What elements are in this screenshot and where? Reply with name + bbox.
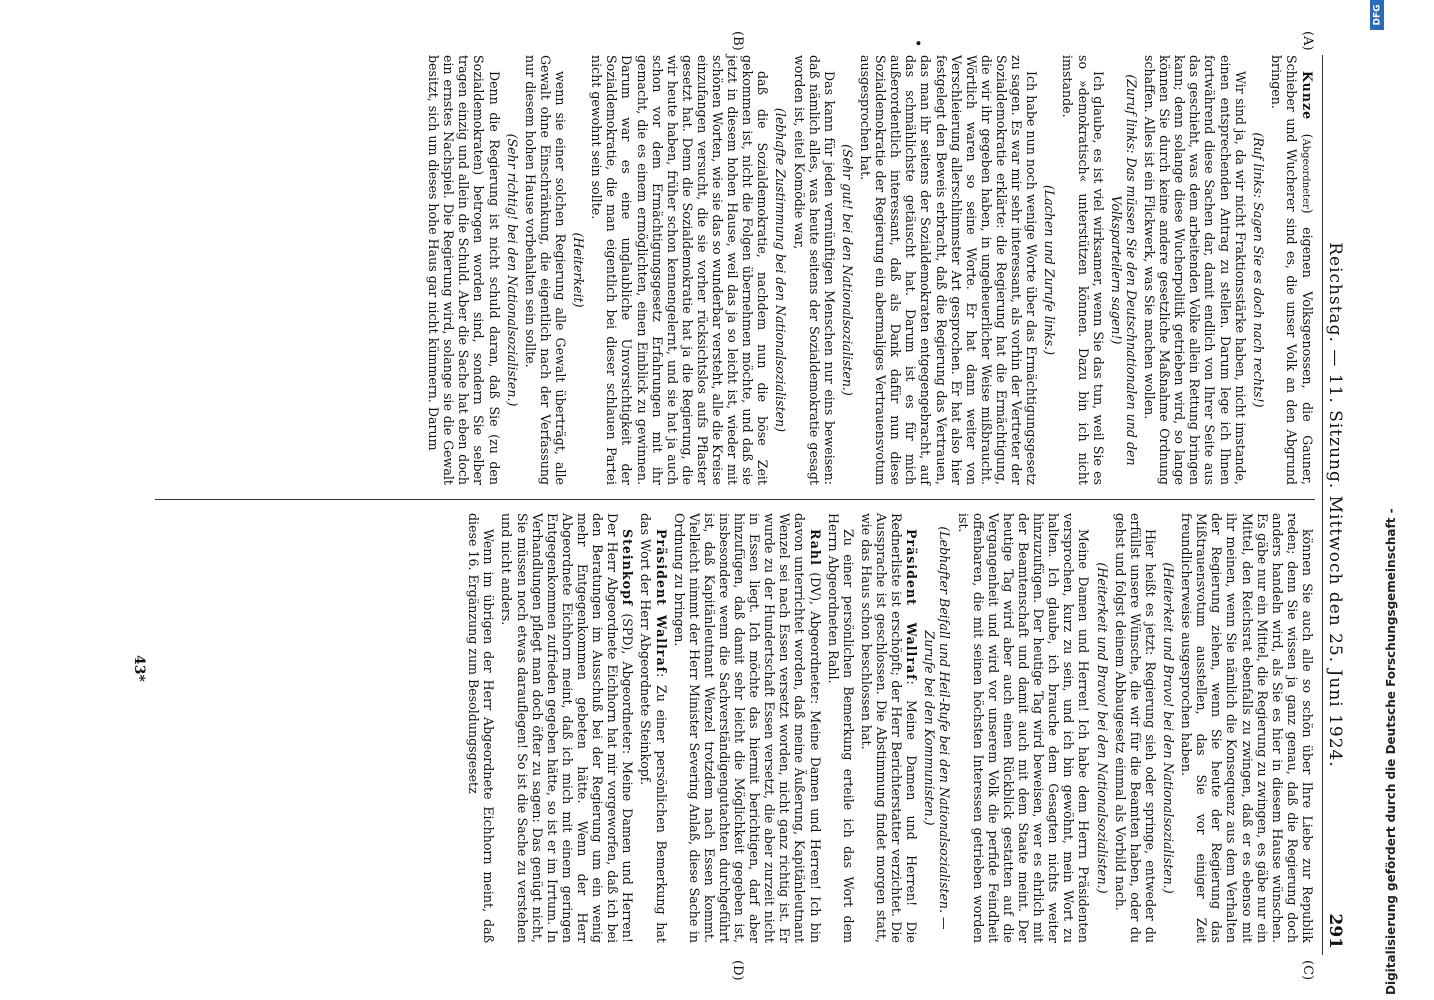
paragraph — [1251, 55, 1266, 485]
paragraph — [1042, 55, 1057, 485]
paragraph-text: ) eigenen Volksgenossen, die Gauner, Schieber und Wucherer sind es, die unser Volk an den Abgrund bringen. — [1268, 55, 1315, 485]
paragraph — [1109, 55, 1139, 485]
paragraph-text: (Heiterkeit) — [571, 232, 587, 308]
paragraph — [826, 513, 856, 943]
paragraph — [858, 55, 1039, 485]
paragraph — [571, 55, 586, 485]
paragraph-text: Meine Damen und Herren! Ich habe dem Herrn Präsidenten versprochen, kurz zu sein, und ich bin gewöhnt, mein Wort zu halten. Ich glaube, ich brauche dem Gesagten nichts weiter hinzuzufügen. Der heutige Tag wird beweisen, wer es ehrlich mit der Beamtenschaft und damit auch mit dem Staate meint. Der heutige Tag wird aber auch einen Rückblick gestatten auf die Vergangenheit und wird vor unserem Volk die perfide Feindheit offenbaren, die mit seinen höchsten Interessen getrieben worden ist. — [955, 513, 1092, 943]
paragraph-text: (Zuruf links: Das müssen Sie den Deutschnationalen und den Volksparteilern sagen!) — [1108, 74, 1139, 466]
margin-mark-d: (D) — [730, 960, 745, 981]
logo-text: DFG — [1372, 4, 1383, 26]
speaker-name: Kunze — [1300, 71, 1315, 121]
speaker-name: Rahl — [807, 529, 823, 566]
paragraph — [499, 513, 635, 943]
paragraph — [426, 55, 502, 485]
paragraph-text: Denn die Regierung ist nicht schuld daran, daß Sie (zu den Sozialdemokraten) betrogen worden sind, sondern Sie selber tragen einzig und allein die Schuld. Aber die Sache hat eben doch ein ernstes Nachspiel. Die Regierung wird, solange sie die Gewalt besitzt, sich um dieses hohe Haus gar nicht kümmern. Darum — [426, 55, 502, 485]
paragraph — [672, 513, 823, 943]
paragraph — [922, 513, 952, 943]
paragraph-text: (Heiterkeit und Bravo! bei den Nationalsozialisten.) — [1161, 562, 1177, 894]
paragraph-text: (Sehr richtig! bei den Nationalsozialisten.) — [504, 133, 520, 407]
paragraph — [1094, 513, 1109, 943]
paragraph-text: Ich habe nun noch wenige Worte über das Ermächtigungsgesetz zu sagen. Es war mir sehr interessant, als vorhin der Vertreter der Sozialdemokratie erklärte: die Regierung hat die Ermächtigung, die wir ihr gegeben haben, in ungeheuerlicher Weise mißbraucht. Wörtlich waren so seine Worte. Er hat dann weiter von Verschleierung allerschlimmster Art gesprochen. Er hat also hier festgelegt den Beweis erbracht, daß die Regierung das Vertrauen, das man ihr seitens der Sozialdemokraten entgegengebracht, auf das schmählichste getäuscht hat. Darum ist es für mich außerordentlich interessant, daß als Dank dafür nun diese Sozialdemokratie der Regierung ein abermaliges Vertrauensvotum ausgesprochen hat. — [858, 55, 1040, 485]
paragraph-text: (SPD), Abgeordneter: Meine Damen und Herren! Der Herr Abgeordnete Eichhorn hat mir vorgeworfen, daß ich bei den Beratungen im Ausschuß bei der Regierung um ein wenig mehr Entgegenkommen gebeten hätte. Wenn der Herr Abgeordnete Eichhorn meint, daß ich mich mit einem geringen Entgegenkommen zufrieden gegeben hätte, so ist er im Irrtum. In Verhandlungen pflegt man doch öfter zu sagen: Das genügt nicht, Sie müssen noch etwas darauflegen! So ist die Sache zu verstehen und nicht anders. — [499, 513, 636, 943]
page-header — [1322, 55, 1345, 955]
paragraph — [466, 513, 496, 943]
paragraph — [1113, 513, 1158, 943]
paragraph-text: Wir sind ja, da wir nicht Fraktionsstärke haben, nicht imstande, einen entsprechenden Antrag zu stellen. Darum lege ich Ihnen fortwährend diese Sachen dar, damit endlich von Ihrer Seite aus das geschieht, was dem arbeitenden Volke allein Rettung bringen kann; denn solange diese Wucherpolitik getrieben wird, so lange können Sie durch keine andere gesetzliche Maßnahme Ordnung schaffen. Alles ist ein Flickwerk, was Sie machen wollen. — [1142, 55, 1248, 485]
page-footer: 43* — [131, 655, 147, 682]
paragraph — [773, 55, 788, 485]
speaker-name: Präsident Wallraf — [653, 529, 669, 674]
paragraph-text: : Meine Damen und Herren! Die Rednerliste ist erschöpft; der Herr Berichterstatter verzichtet. Die Aussprache ist geschlossen. Die Abstimmung findet morgen statt, wie das Haus schon beschlossen hat. — [858, 513, 920, 943]
speaker-name: Steinkopf — [620, 529, 636, 607]
right-column — [463, 513, 1315, 943]
paragraph-text: Wenn im übrigen der Herr Abgeordnete Eichhorn meint, daß diese 16. Ergänzung zum Besoldungsgesetz — [466, 513, 497, 943]
paragraph-text: (Sehr gut! bei den Nationalsozialisten.) — [839, 144, 855, 396]
paragraph — [1142, 55, 1248, 485]
margin-mark-b: (B) — [730, 31, 745, 51]
paragraph — [1161, 513, 1176, 943]
paragraph — [859, 513, 919, 943]
left-column — [423, 55, 1315, 485]
paragraph-text: Zu einer persönlichen Bemerkung erteile ich das Wort dem Herrn Abgeordneten Rahl. — [825, 513, 856, 943]
rotated-page — [110, 31, 1345, 981]
paragraph-text: Das kann für jeden vernünftigen Menschen nur eins beweisen: daß nämlich alles, was heute seitens der Sozialdemokratie gesagt worden ist, eitel Komödie war, — [791, 55, 837, 485]
paragraph-text: (DV), Abgeordneter: Meine Damen und Herren! Ich bin davon unterrichtet worden, daß meine Äußerung, Kapitänleutnant Wenzel sei nach Essen versetzt worden, nicht ganz richtig ist. Er wurde zu der Hundertschaft Essen versetzt, die aber zurzeit nicht in Essen liegt. Ich möchte das hiermit berichtigen, darf aber hinzufügen, daß damit sehr leicht die Möglichkeit gegeben ist, insbesondere wenn die Sachverständigengutachten durchgeführt ist, daß Kapitänleutnant Wenzel trotzdem nach Essen kommt. Vielleicht nimmt der Herr Minister Severing Anlaß, diese Sache in Ordnung zu bringen. — [671, 513, 823, 943]
paragraph — [638, 513, 668, 943]
paragraph-text: können Sie auch alle so schön über Ihre Liebe zur Republik reden; denn Sie wissen ja ganz genau, daß die Regierung doch anders handeln wird, als Sie es hier in diesem Hause wünschen. Es gäbe nur ein Mittel, die Regierung zu zwingen, es gäbe nur ein Mittel, den Reichsrat ebenfalls zu zwingen, daß er es ebenso mit ihr meinen, wenn Sie nämlich die Konsequenz aus dem Verhalten der Regierung ziehen, wenn Sie heute der Regierung das Mißtrauensvotum ausstellen, das Sie vor einiger Zeit freundlicherweise ausgesprochen haben. — [1179, 513, 1315, 943]
paragraph — [505, 55, 520, 485]
paragraph-text: (Heiterkeit und Bravo! bei den Nationalsozialisten.) — [1094, 562, 1110, 894]
paragraph-text: (Lachen und Zurufe links.) — [1042, 184, 1058, 356]
paragraph — [589, 55, 770, 485]
paragraph-text: daß die Sozialdemokratie, nachdem nun die böse Zeit gekommen ist, nicht die Folgen übernehmen möchte, und daß sie jetzt in diesem hohen Hause, weil das ja so leicht ist, wieder mit schönen Worten, wie sie das so wunderbar versteht, alle die Kreise einzufangen versucht, die sie vorher rücksichtslos aufs Pflaster gesetzt hat. Denn die Sozialdemokratie hat ja die Regierung, die wir heute haben, früher schon kennengelernt, und sie hat ja auch schon vor dem Ermächtigungsgesetz Erfahrungen mit ihr gemacht, die es einem ermöglichten, einen Einblick zu gewinnen. Darum war es eine unglaubliche Unvorsichtigkeit der Sozialdemokratie, die man eigentlich bei dieser schlauen Partei nicht gewohnt sein sollte. — [589, 55, 771, 485]
paragraph — [792, 55, 837, 485]
sidebar-credit: Digitalisierung gefördert durch die Deutsche Forschungsgemeinschaft - — [1384, 508, 1398, 995]
paragraph — [1179, 513, 1315, 943]
paragraph-text: (lebhafte Zustimmung bei den Nationalsozialisten) — [773, 107, 789, 433]
page-title: Reichstag. — 11. Sitzung. Mittwoch den 25. Juni 1924. — [1325, 242, 1345, 768]
paragraph — [523, 55, 568, 485]
paragraph-text: (Lebhafter Beifall und Heil-Rufe bei den Nationalsozialisten. — Zurufe bei den Kommunisten.) — [922, 526, 953, 930]
paragraph — [840, 55, 855, 485]
margin-mark-a: (A) — [1300, 31, 1315, 51]
paragraph-text: Ich glaube, es ist viel wirksamer, wenn Sie das tun, weil Sie es so »demokratisch« unterstützen können. Dazu bin ich nicht imstande. — [1060, 55, 1106, 485]
page-number: 291 — [1325, 913, 1345, 949]
speaker-note: Abgeordneter — [1300, 138, 1311, 209]
paragraph-text: Hier heißt es jetzt: Regierung sieh oder springe, entweder du erfüllst unsere Wünsche, die wir für die Beamten haben, oder du gehst und folgst deinem Abbaugesetz einmal als Vorbild nach. — [1112, 513, 1158, 943]
paragraph-text: : Zu einer persönlichen Bemerkung hat das Wort der Herr Abgeordnete Steinkopf. — [638, 513, 669, 943]
paragraph-text: (Ruf links: Sagen Sie es doch nach rechts!) — [1250, 132, 1266, 408]
paragraph — [1060, 55, 1105, 485]
paragraph: Kunze (Abgeordneter) eigenen Volksgenossen, die Gauner, Schieber und Wucherer sind es, die unser Volk an den Abgrund bringen. — [1268, 55, 1315, 485]
margin-mark-c: (C) — [1300, 960, 1315, 981]
paragraph — [955, 513, 1091, 943]
column-divider — [155, 499, 1315, 500]
bullet-mark: • — [909, 39, 925, 48]
paragraph-text: wenn sie einer solchen Regierung alle Gewalt überträgt, alle Gewalt ohne Einschränkung, die eigentlich nach der Verfassung nur diesem hohen Hause vorbehalten sein sollte. — [522, 55, 568, 485]
dfg-logo — [1370, 0, 1384, 30]
speaker-name: Präsident Wallraf — [904, 529, 920, 681]
